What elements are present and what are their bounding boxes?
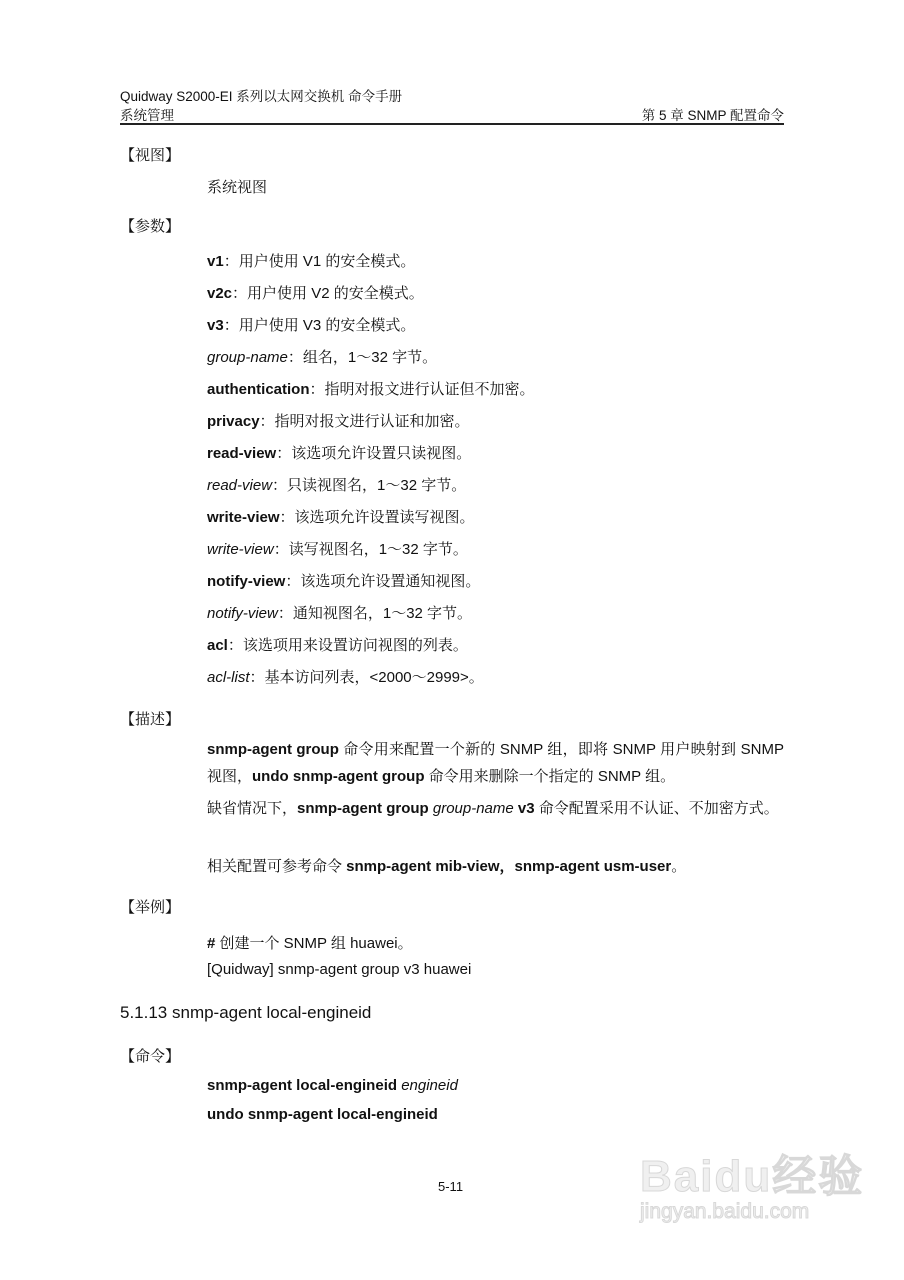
params-label: 【参数】 [120,218,181,235]
param-term: privacy [207,413,260,430]
param-term: v1 [207,253,224,270]
param-term: authentication [207,381,310,398]
param-item [207,538,468,559]
param-desc: ：组名，1～32 字节。 [287,349,438,366]
view-label: 【视图】 [120,147,181,164]
cmd: undo snmp-agent group [252,768,425,785]
text: 缺省情况下， [207,800,298,817]
param-item [207,378,535,399]
param-desc: ：用户使用 V2 的安全模式。 [232,285,424,302]
example-command: [Quidway] snmp-agent group v3 huawei [207,961,472,978]
param-item [207,250,415,271]
watermark-url: jingyan.baidu.com [640,1200,810,1223]
param-item [207,282,424,303]
param-term: group-name [207,349,288,366]
header-title: Quidway S2000-EI 系列以太网交换机 命令手册 [120,89,403,104]
param-term: acl-list [207,669,250,686]
example-label: 【举例】 [120,899,181,916]
text: 创建一个 SNMP 组 huawei。 [215,935,413,952]
param-desc: ：只读视图名，1～32 字节。 [272,477,467,494]
param-desc: ：指明对报文进行认证但不加密。 [309,381,535,398]
sep: ， [499,858,515,875]
param-item [207,314,415,335]
param-term: notify-view [207,573,286,590]
cmd: snmp-agent group [207,741,339,758]
example-comment [207,932,413,953]
page-number: 5-11 [438,1179,464,1194]
param-term: notify-view [207,605,278,622]
param-item [207,346,437,367]
param-term: read-view [207,477,273,494]
param-term: acl [207,637,228,654]
param-term: write-view [207,509,280,526]
param-desc: ：该选项允许设置只读视图。 [276,445,472,462]
arg: engineid [397,1077,458,1094]
command-line-1 [207,1077,458,1094]
text: 命令用来配置一个新的 SNMP 组，即将 SNMP 用户映射到 SNMP 视图， [207,741,784,785]
description-p2 [207,795,784,822]
param-desc: ：基本访问列表，<2000～2999>。 [249,669,484,686]
cmd: snmp-agent local-engineid [207,1077,398,1094]
text: 命令配置采用不认证、不加密方式。 [534,800,779,817]
cmd: snmp-agent usm-user [514,858,672,875]
param-desc: ：用户使用 V3 的安全模式。 [223,317,416,334]
view-value: 系统视图 [207,179,268,196]
param-item [207,474,466,495]
param-term: v3 [207,317,224,334]
param-desc: ：该选项允许设置读写视图。 [279,509,475,526]
param-item [207,602,472,623]
cmd: snmp-agent mib-view [346,858,500,875]
text: 。 [671,858,687,875]
param-desc: ：用户使用 V1 的安全模式。 [223,253,416,270]
param-desc: ：指明对报文进行认证和加密。 [259,413,470,430]
param-item [207,442,471,463]
hash: # [207,935,216,952]
description-p1 [207,736,784,790]
baidu-watermark [640,1140,870,1240]
param-item [207,410,470,431]
command-line-2: undo snmp-agent local-engineid [207,1106,438,1123]
param-desc: ：该选项用来设置访问视图的列表。 [227,637,468,654]
param-item [207,634,468,655]
watermark-logo: Baidu经验 [640,1152,865,1201]
cmd: snmp-agent group [297,800,429,817]
param-item [207,666,484,687]
description-p3 [207,853,784,880]
param-item [207,570,480,591]
header-rule [120,123,784,125]
param-desc: ：该选项允许设置通知视图。 [285,573,481,590]
param-term: v2c [207,285,233,302]
description-label: 【描述】 [120,711,181,728]
param-term: write-view [207,541,274,558]
header-section: 系统管理 [120,108,174,123]
header-chapter: 第 5 章 SNMP 配置命令 [641,108,784,123]
param-desc: ：读写视图名，1～32 字节。 [273,541,468,558]
cmd: v3 [513,800,535,817]
param-term: read-view [207,445,277,462]
arg: group-name [428,800,514,817]
param-desc: ：通知视图名，1～32 字节。 [277,605,473,622]
section-heading: 5.1.13 snmp-agent local-engineid [120,1003,372,1022]
command-label: 【命令】 [120,1048,181,1065]
text: 命令用来删除一个指定的 SNMP 组。 [424,768,676,785]
param-item [207,506,475,527]
text: 相关配置可参考命令 [207,858,347,875]
